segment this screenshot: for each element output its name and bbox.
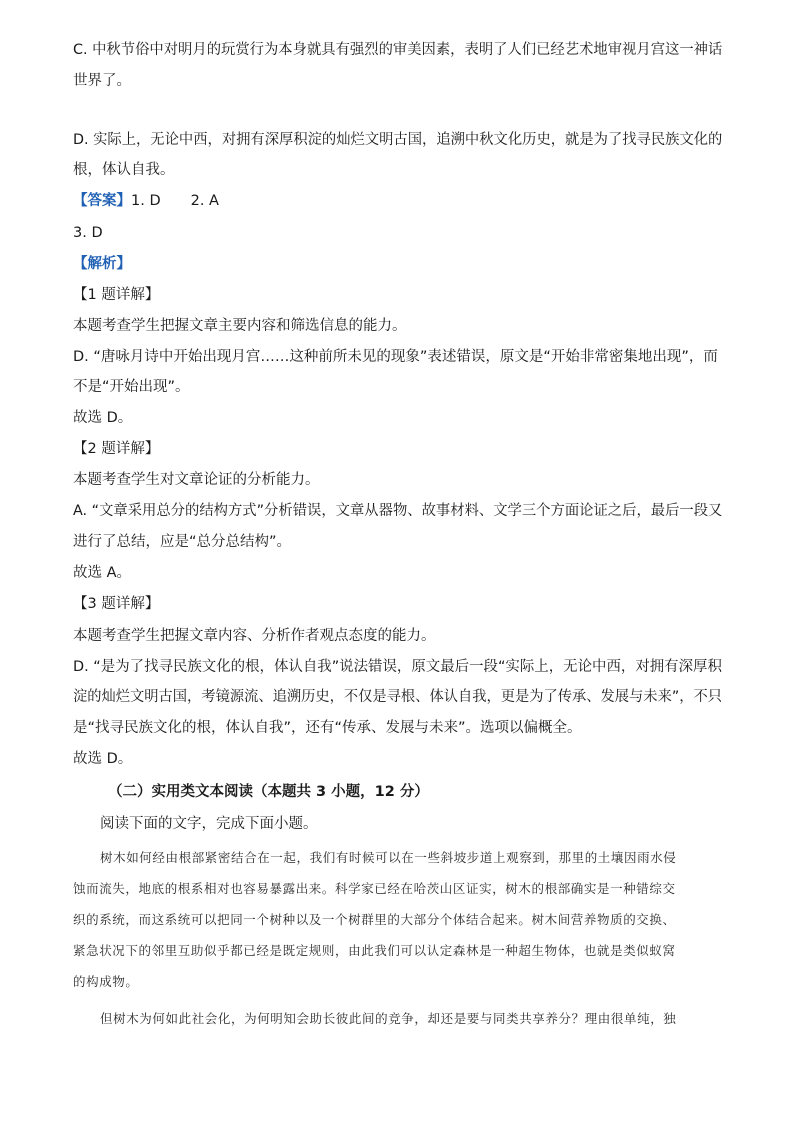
q2-heading: 【2 题详解】 [73, 441, 160, 457]
answer-line [73, 191, 219, 211]
passage-line-4: 紧急状况下的邻里互助似乎都已经是既定规则，由此我们可以认定森林是一种超生物体，也就是类似蚁窝 [73, 943, 676, 958]
q3-explanation-line-3: 是“找寻民族文化的根，体认自我”，还有“传承、发展与未来”。选项以偏概全。 [73, 720, 582, 736]
reading-instruction: 阅读下面的文字，完成下面小题。 [100, 816, 318, 832]
passage-line-6: 但树木为何如此社会化，为何明知会助长彼此间的竞争，却还是要与同类共享养分？理由很单纯，独 [100, 1011, 677, 1026]
passage-line-2: 蚀而流失，地底的根系相对也容易暴露出来。科学家已经在哈茨山区证实，树木的根部确实是一种错综交 [73, 881, 676, 896]
option-d-line-2: 根，体认自我。 [73, 162, 175, 178]
q1-conclusion: 故选 D。 [73, 410, 133, 426]
answer-label: 【答案】 [73, 193, 131, 209]
answer-2: 2. A [190, 193, 219, 209]
analysis-label: 【解析】 [73, 256, 131, 272]
option-d-line-1: D. 实际上，无论中西，对拥有深厚积淀的灿烂文明古国，追溯中秋文化历史，就是为了找寻民族文化的 [73, 132, 723, 148]
q1-explanation-line-1: D. “唐咏月诗中开始出现月宫……这种前所未见的现象”表述错误，原文是“开始非常密集地出现”，而 [73, 349, 718, 365]
q2-conclusion: 故选 A。 [73, 565, 132, 581]
q1-intro: 本题考查学生把握文章主要内容和筛选信息的能力。 [73, 318, 407, 334]
q3-intro: 本题考查学生把握文章内容、分析作者观点态度的能力。 [73, 628, 436, 644]
option-c-line-2: 世界了。 [73, 73, 131, 89]
q3-conclusion: 故选 D。 [73, 751, 133, 767]
q3-explanation-line-2: 淀的灿烂文明古国，考镜源流、追溯历史，不仅是寻根、体认自我，更是为了传承、发展与未来”，不只 [73, 689, 722, 705]
q2-explanation-line-2: 进行了总结，应是“总分总结构”。 [73, 534, 292, 550]
q3-explanation-line-1: D. “是为了找寻民族文化的根，体认自我”说法错误，原文最后一段“实际上，无论中西，对拥有深厚积 [73, 659, 722, 675]
answer-3: 3. D [73, 225, 103, 241]
passage-line-3: 织的系统，而这系统可以把同一个树种以及一个树群里的大部分个体结合起来。树木间营养物质的交换、 [73, 912, 676, 927]
q2-intro: 本题考查学生对文章论证的分析能力。 [73, 472, 320, 488]
q1-heading: 【1 题详解】 [73, 287, 160, 303]
q1-explanation-line-2: 不是“开始出现”。 [73, 379, 190, 395]
option-c-line-1: C. 中秋节俗中对明月的玩赏行为本身就具有强烈的审美因素，表明了人们已经艺术地审视月宫这一神话 [73, 42, 723, 58]
passage-line-5: 的构成物。 [73, 974, 139, 989]
passage-line-1: 树木如何经由根部紧密结合在一起，我们有时候可以在一些斜坡步道上观察到，那里的土壤因雨水侵 [100, 850, 677, 865]
q3-heading: 【3 题详解】 [73, 596, 160, 612]
section-title: （二）实用类文本阅读（本题共 3 小题，12 分） [108, 784, 429, 800]
answer-1: 1. D [131, 193, 161, 209]
q2-explanation-line-1: A. “文章采用总分的结构方式”分析错误，文章从器物、故事材料、文学三个方面论证之后，最后一段又 [73, 503, 723, 519]
